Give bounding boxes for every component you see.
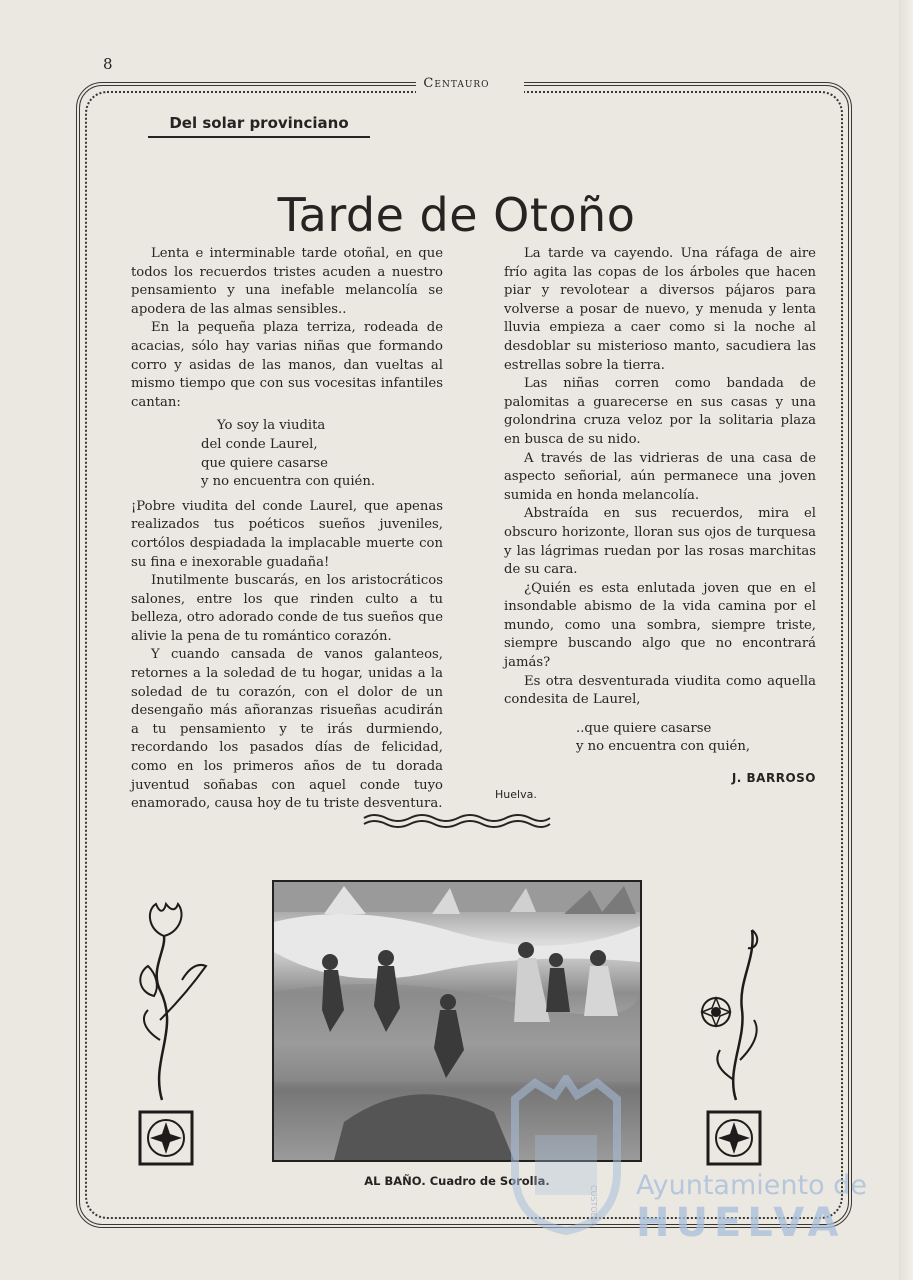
verse-line: Yo soy la viudita — [217, 418, 326, 434]
ayuntamiento-seal-watermark-icon — [505, 1075, 627, 1235]
watermark-line1: Ayuntamiento de — [636, 1170, 867, 1201]
page-number: 8 — [103, 55, 113, 73]
verse-line: que quiere casarse — [201, 455, 328, 471]
section-label: Del solar provinciano — [148, 114, 370, 138]
left-column — [131, 245, 443, 814]
paragraph: A través de las vidrieras de una casa de aspecto señorial, aún permanece una joven sumida en honda melancolía. — [504, 450, 816, 503]
photo-caption: AL BAÑO. Cuadro de Sorolla. — [364, 1174, 550, 1188]
tulip-ornament-left-icon — [130, 900, 210, 1170]
paragraph: ¿Quién es esta enlutada joven que en el insondable abismo de la vida camina por el mundo, como una sombra, siempre triste, siempre buscando algo que no encontrará jamás? — [504, 580, 816, 671]
verse — [504, 720, 816, 757]
article-title: Tarde de Otoño — [277, 187, 636, 242]
wave-divider-icon — [362, 812, 552, 832]
verse — [131, 417, 443, 491]
right-column — [504, 245, 816, 788]
paragraph: Las niñas corren como bandada de palomitas a guarecerse en sus casas y una golondrina cruza veloz por la solitaria plaza en busca de su nido. — [504, 376, 816, 447]
masthead — [0, 76, 913, 91]
paragraph: Y cuando cansada de vanos galanteos, retornes a la soledad de tu hogar, unidas a la soledad de tu corazón, con el dolor de un desengaño más añoranzas risueñas acudirán a tu pensamiento y te irás durmiendo, recordando los pasados días de felicidad, como en los primeros años de tu dorada juventud soñabas con aquel conde tuyo enamorado, causa hoy de tu triste desventura. — [131, 647, 443, 812]
verse-line: y no encuentra con quién, — [576, 739, 751, 755]
flower-ornament-right-icon — [696, 920, 776, 1170]
paragraph: Abstraída en sus recuerdos, mira el obscuro horizonte, lloran sus ojos de turquesa y las lágrimas ruedan por las rosas marchitas de su cara. — [504, 506, 816, 578]
paragraph: Inutilmente buscarás, en los aristocráticos salones, entre los que rinden culto a tu belleza, otro adorado conde de tus sueños que alivie la pena de tu romántico corazón. — [131, 573, 443, 644]
masthead-title: Centauro — [417, 76, 495, 91]
paragraph: Es otra desventurada viudita como aquella condesita de Laurel, — [504, 673, 816, 708]
author-signature: J. BARROSO — [731, 771, 816, 786]
paragraph: Lenta e interminable tarde otoñal, en que todos los recuerdos tristes acuden a nuestro pensamiento y una inefable melancolía se apodera de las almas sensibles.. — [131, 246, 443, 317]
place-line: Huelva. — [495, 788, 537, 801]
seal-text: CUSTODIA — [589, 1185, 598, 1227]
paragraph: ¡Pobre viudita del conde Laurel, que apenas realizados tus poéticos sueños juveniles, cortólos despiadada la implacable muerte con su fina e inexorable guadaña! — [131, 498, 443, 570]
verse-line: y no encuentra con quién. — [201, 474, 376, 490]
verse-line: ..que quiere casarse — [576, 720, 712, 736]
paragraph: En la pequeña plaza terriza, rodeada de acacias, sólo hay varias niñas que formando corro y asidas de las manos, dan vueltas al mismo tiempo que con sus vocesitas infantiles cantan: — [131, 320, 443, 410]
paragraph: La tarde va cayendo. Una ráfaga de aire frío agita las copas de los árboles que hacen piar y revolotear a diversos pájaros para volverse a posar de nuevo, y menuda y lenta lluvia empieza a caer como si la noche al desdoblar su misterioso manto, sacudiera las estrellas sobre la tierra. — [504, 246, 816, 373]
verse-line: del conde Laurel, — [201, 436, 318, 452]
watermark-line2: HUELVA — [636, 1200, 845, 1246]
